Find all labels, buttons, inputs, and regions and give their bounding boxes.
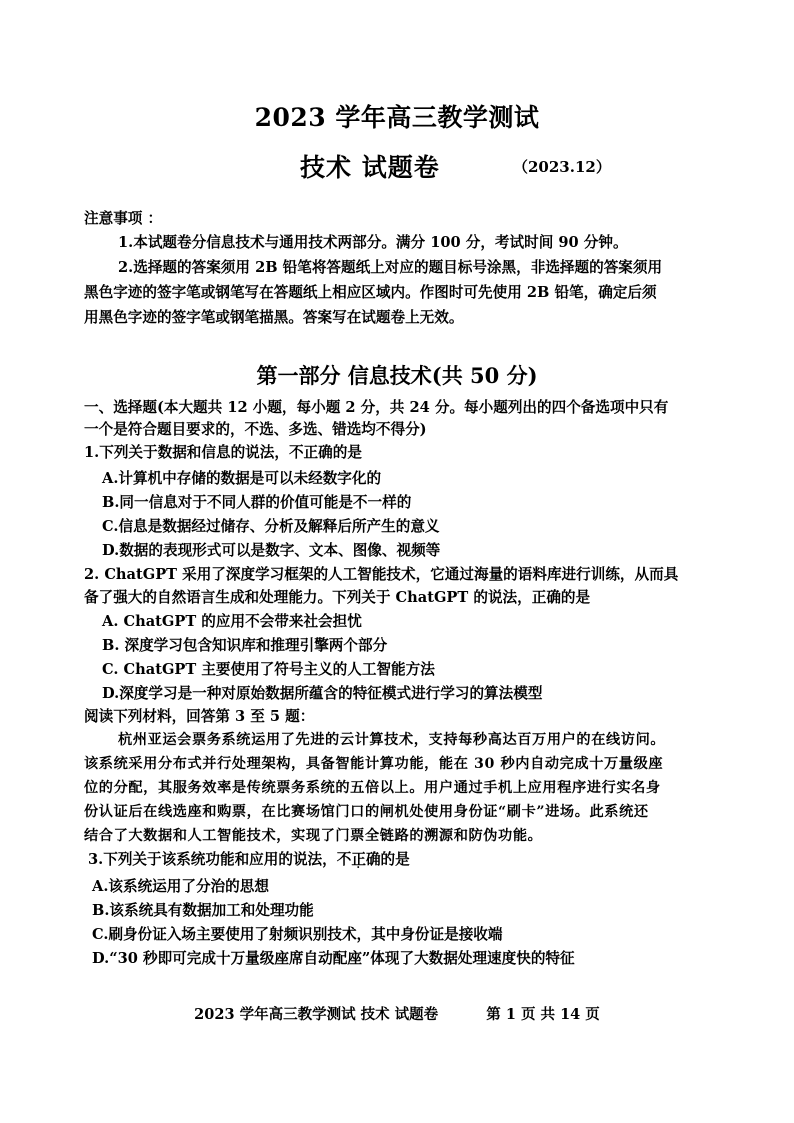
question-3-stem-suffix: 的是 [380,851,410,868]
question-1-option-d: D.数据的表现形式可以是数字、文本、图像、视频等 [102,542,441,559]
question-3-stem-emphasis: 不正确 [336,851,381,868]
question-3-option-a: A.该系统运用了分治的思想 [92,878,269,895]
question-1-stem: 1.下列关于数据和信息的说法，不正确的是 [84,444,362,461]
question-2-stem-line-1: 2. ChatGPT 采用了深度学习框架的人工智能技术，它通过海量的语料库进行训练，从而具 [84,566,679,583]
question-1-option-c: C.信息是数据经过储存、分析及解释后所产生的意义 [102,518,440,535]
question-3-option-c: C.刷身份证入场主要使用了射频识别技术，其中身份证是接收端 [92,926,503,943]
question-2-option-a: A. ChatGPT 的应用不会带来社会担忧 [102,613,362,630]
question-2-stem-line-2: 备了强大的自然语言生成和处理能力。下列关于 ChatGPT 的说法，正确的是 [84,589,591,606]
notice-item-2-line-2: 黑色字迹的签字笔或钢笔写在答题纸上相应区域内。作图时可先使用 2B 铅笔，确定后须 [84,284,657,301]
reading-material-line-2: 该系统采用分布式并行处理架构，具备智能计算功能，能在 30 秒内自动完成十万量级座 [84,756,664,772]
question-3-stem [88,848,410,871]
question-1-option-a: A.计算机中存储的数据是可以未经数字化的 [102,470,382,487]
question-3-stem-prefix: 3.下列关于该系统功能和应用的说法， [88,851,337,868]
notice-item-1: 1.本试题卷分信息技术与通用技术两部分。满分 100 分，考试时间 90 分钟。 [118,234,628,251]
reading-material-line-5: 结合了大数据和人工智能技术，实现了门票全链路的溯源和防伪功能。 [84,828,543,844]
reading-material-line-3: 位的分配，其服务效率是传统票务系统的五倍以上。用户通过手机上应用程序进行实名身 [84,780,661,796]
question-2-option-c: C. ChatGPT 主要使用了符号主义的人工智能方法 [102,661,435,678]
exam-title: 2023 学年高三教学测试 [254,103,540,132]
footer-title: 2023 学年高三教学测试 技术 试题卷 [194,1006,439,1023]
notice-item-2-line-1: 2.选择题的答案须用 2B 铅笔将答题纸上对应的题目标号涂黑，非选择题的答案须用 [118,259,663,276]
section-instructions-line-2: 一个是符合题目要求的，不选、多选、错选均不得分) [84,421,427,438]
exam-subtitle: 技术 试题卷 [300,153,440,182]
page-footer [0,1003,794,1024]
question-2-option-d: D.深度学习是一种对原始数据所蕴含的特征模式进行学习的算法模型 [102,685,543,702]
question-3-option-d: D.“30 秒即可完成十万量级座席自动配座”体现了大数据处理速度快的特征 [92,950,575,967]
section-title: 第一部分 信息技术(共 50 分) [256,363,538,388]
footer-page-number: 第 1 页 共 14 页 [486,1006,600,1023]
question-3-option-b: B.该系统具有数据加工和处理功能 [92,902,314,919]
reading-material-line-1: 杭州亚运会票务系统运用了先进的云计算技术，支持每秒高达百万用户的在线访问。 [118,732,666,748]
exam-date: （2023.12） [513,158,611,176]
section-instructions-line-1: 一、选择题(本大题共 12 小题，每小题 2 分，共 24 分。每小题列出的四个备选项中只有 [84,399,669,416]
question-2-option-b: B. 深度学习包含知识库和推理引擎两个部分 [102,637,388,654]
notice-heading: 注意事项 ： [84,210,163,227]
question-1-option-b: B.同一信息对于不同人群的价值可能是不一样的 [102,494,412,511]
reading-material-line-4: 份认证后在线选座和购票，在比赛场馆门口的闸机处使用身份证“刷卡”进场。此系统还 [84,804,649,820]
reading-intro: 阅读下列材料，回答第 3 至 5 题： [84,708,315,725]
notice-item-2-line-3: 用黑色字迹的签字笔或钢笔描黑。答案写在试题卷上无效。 [84,309,464,326]
